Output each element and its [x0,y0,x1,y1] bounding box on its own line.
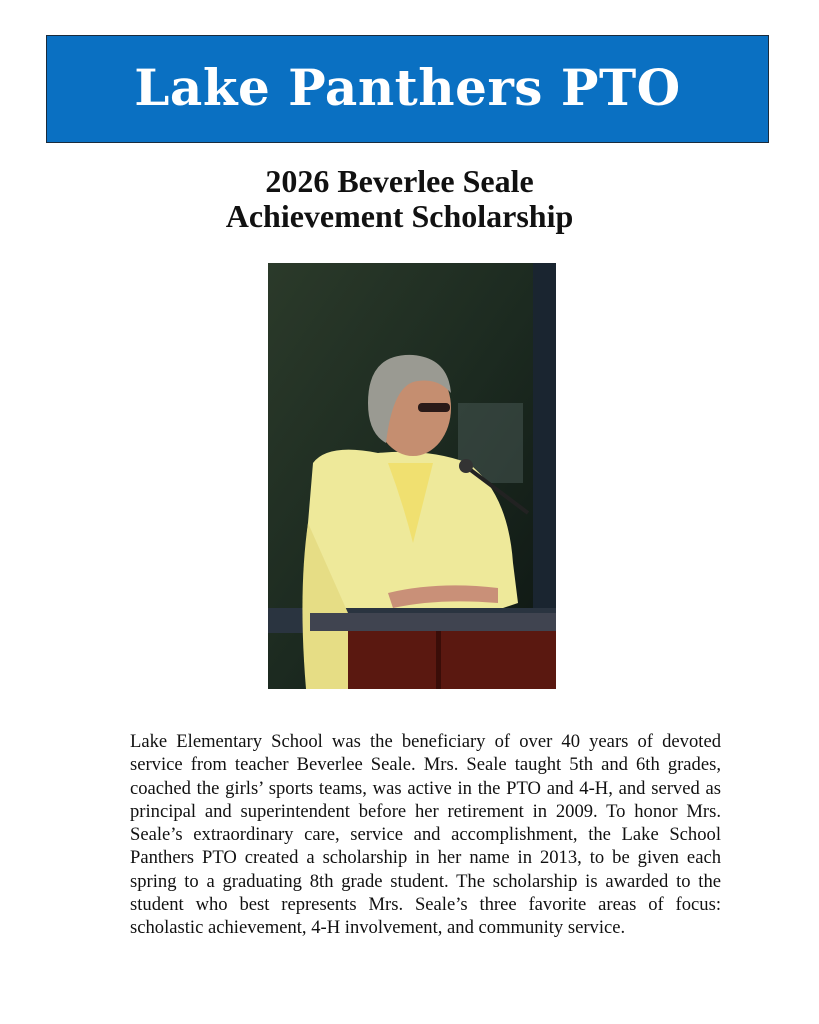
title-line-2: Achievement Scholarship [225,198,574,234]
banner-title: Lake Panthers PTO [134,57,681,117]
scholarship-description: Lake Elementary School was the beneficiary of over 40 years of devoted service from teacher Beverlee Seale. Mrs. Seale taught 5th and 6th grades, coached the girls’ sports teams, was active in the PTO and 4-H, and served as principal and superintendent before her retirement in 2009. To honor Mrs. Seale’s extraordinary care, service and accomplishment, the Lake School Panthers PTO created a scholarship in her name in 2013, to be given each spring to a graduating 8th grade student. The scholarship is awarded to the student who best represents Mrs. Seale’s three favorite areas of focus: scholastic achievement, 4-H involvement, and community service. [130,731,721,939]
pto-banner [46,35,769,143]
portrait-photo [268,263,556,689]
title-line-1: 2026 Beverlee Seale [265,163,534,199]
page-title [0,164,799,234]
